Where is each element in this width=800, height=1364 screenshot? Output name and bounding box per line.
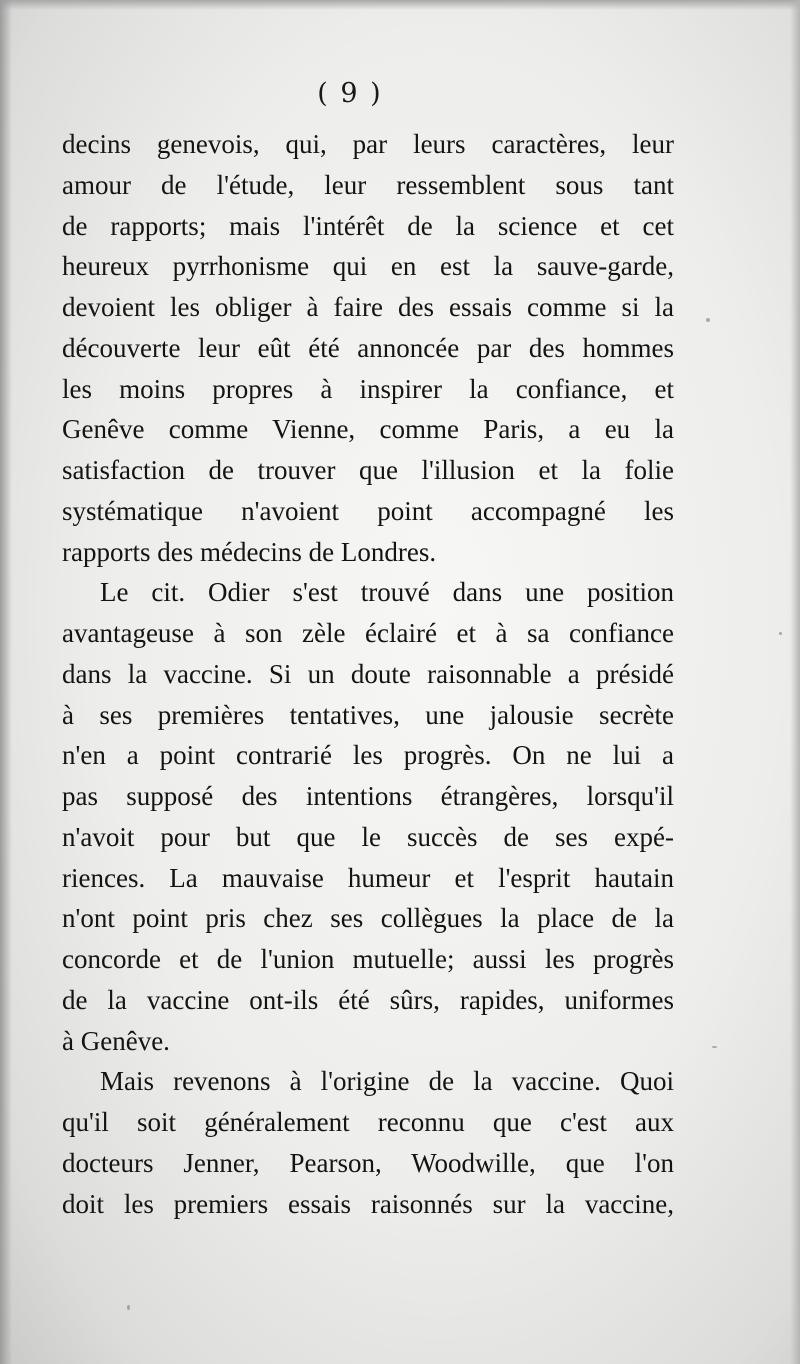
text-line: dans la vaccine. Si un doute raisonnable a présidé [62, 658, 674, 689]
text-line: n'ont point pris chez ses collègues la place de la [62, 903, 674, 934]
text-line: avantageuse à son zèle éclairé et à sa confiance [62, 618, 674, 648]
text-line: amour de l'étude, leur ressemblent sous tant [62, 169, 674, 200]
body-text [62, 124, 674, 1224]
text-line: systématique n'avoient point accompagné les [62, 495, 674, 526]
text-line: les moins propres à inspirer la confiance, et [62, 373, 674, 404]
text-line: satisfaction de trouver que l'illusion et la folie [62, 455, 674, 485]
text-line: rapports des médecins de Londres. [62, 536, 437, 567]
text-line: riences. La mauvaise humeur et l'esprit hautain [62, 862, 674, 893]
text-line: n'en a point contrarié les progrès. On ne lui a [62, 740, 674, 771]
text-line: pas supposé des intentions étrangères, lorsqu'il [62, 781, 674, 811]
text-line: doit les premiers essais raisonnés sur la vaccine, [62, 1188, 674, 1219]
text-line: devoient les obliger à faire des essais comme si la [62, 292, 674, 322]
text-line: decins genevois, qui, par leurs caractères, leur [62, 129, 674, 159]
page-edge-shadow-right [790, 0, 800, 1364]
page-edge-shadow-left [0, 0, 12, 1364]
text-line: qu'il soit généralement reconnu que c'est aux [62, 1107, 674, 1137]
paper-speck [706, 318, 710, 322]
paper-speck [127, 1305, 130, 1310]
text-line: n'avoit pour but que le succès de ses expé- [62, 821, 674, 852]
page-edge-shadow-top [0, 0, 800, 10]
text-line: concorde et de l'union mutuelle; aussi les progrès [62, 944, 674, 974]
text-line: à ses premières tentatives, une jalousie secrète [62, 699, 674, 730]
text-line: découverte leur eût été annoncée par des hommes [62, 332, 674, 363]
text-line: à Genêve. [62, 1025, 170, 1056]
text-line: Mais revenons à l'origine de la vaccine. Quoi [100, 1066, 674, 1097]
text-line: Genêve comme Vienne, comme Paris, a eu la [62, 414, 674, 445]
paper-speck [712, 1046, 717, 1048]
page-number: ( 9 ) [317, 78, 383, 109]
paper-speck [779, 632, 782, 635]
text-line: de rapports; mais l'intérêt de la science et cet [62, 210, 674, 241]
text-line: docteurs Jenner, Pearson, Woodwille, que l'on [62, 1147, 674, 1178]
text-line: de la vaccine ont-ils été sûrs, rapides, uniformes [62, 984, 674, 1015]
text-line: Le cit. Odier s'est trouvé dans une position [100, 577, 674, 608]
text-line: heureux pyrrhonisme qui en est la sauve-garde, [62, 251, 674, 282]
